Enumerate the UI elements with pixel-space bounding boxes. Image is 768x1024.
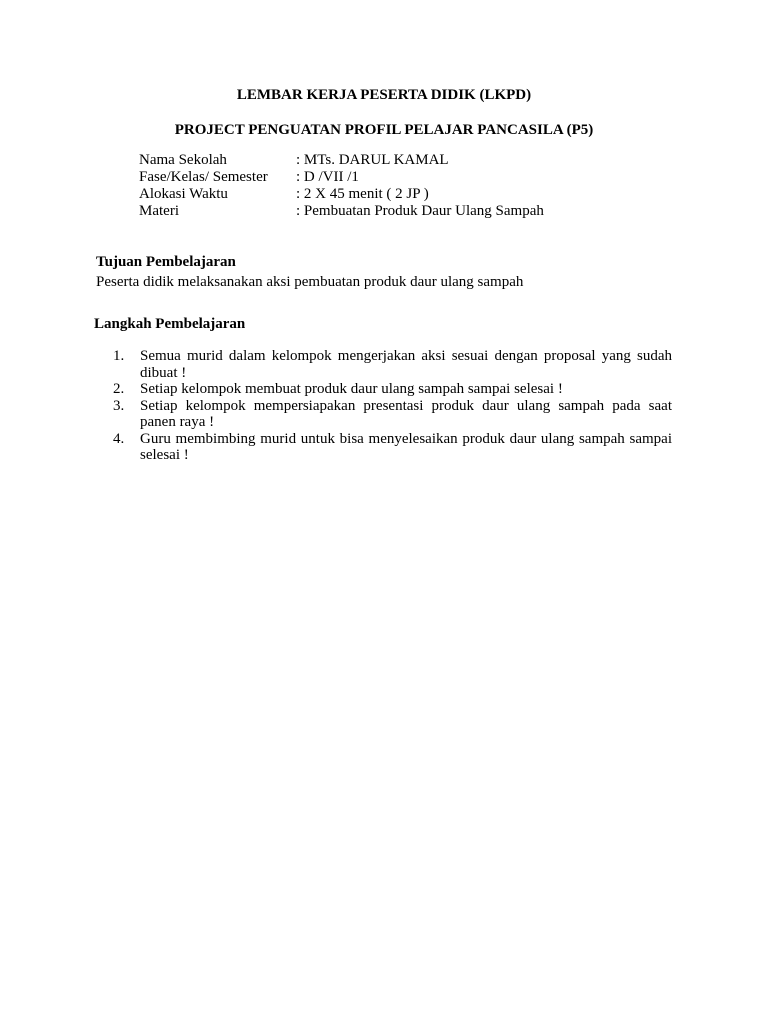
info-row-alokasi-waktu	[139, 186, 544, 203]
list-item	[113, 431, 672, 464]
info-value: : D /VII /1	[296, 169, 359, 185]
info-row-fase-kelas-semester	[139, 169, 544, 186]
info-row-materi	[139, 203, 544, 220]
document-title: LEMBAR KERJA PESERTA DIDIK (LKPD)	[236, 87, 532, 103]
info-row-nama-sekolah	[139, 152, 544, 169]
section-heading-tujuan: Tujuan Pembelajaran	[96, 254, 236, 270]
list-item	[113, 381, 672, 398]
steps-list	[113, 348, 672, 464]
info-value: : Pembuatan Produk Daur Ulang Sampah	[296, 203, 544, 219]
step-text: Semua murid dalam kelompok mengerjakan aksi sesuai dengan proposal yang sudah dibuat !	[140, 348, 672, 381]
tujuan-text: Peserta didik melaksanakan aksi pembuatan produk daur ulang sampah	[96, 274, 524, 290]
step-number: 4.	[113, 430, 125, 447]
info-value: : 2 X 45 menit ( 2 JP )	[296, 186, 429, 202]
info-label: Fase/Kelas/ Semester	[139, 169, 268, 185]
info-label: Nama Sekolah	[139, 152, 227, 168]
info-table	[139, 152, 544, 220]
step-text: Setiap kelompok mempersiapakan presentasi produk daur ulang sampah pada saat panen raya !	[140, 397, 672, 430]
info-label: Materi	[139, 203, 179, 219]
section-heading-langkah: Langkah Pembelajaran	[94, 316, 246, 332]
step-number: 1.	[113, 348, 125, 364]
document-subtitle: PROJECT PENGUATAN PROFIL PELAJAR PANCASILA (P5)	[174, 122, 594, 138]
info-value: : MTs. DARUL KAMAL	[296, 152, 449, 168]
list-item	[113, 398, 672, 431]
step-text: Setiap kelompok membuat produk daur ulang sampah sampai selesai !	[140, 381, 563, 397]
info-label: Alokasi Waktu	[139, 186, 228, 202]
step-number: 2.	[113, 381, 125, 397]
list-item	[113, 348, 672, 381]
step-number: 3.	[113, 397, 125, 414]
step-text: Guru membimbing murid untuk bisa menyelesaikan produk daur ulang sampah sampai selesai !	[140, 430, 672, 463]
